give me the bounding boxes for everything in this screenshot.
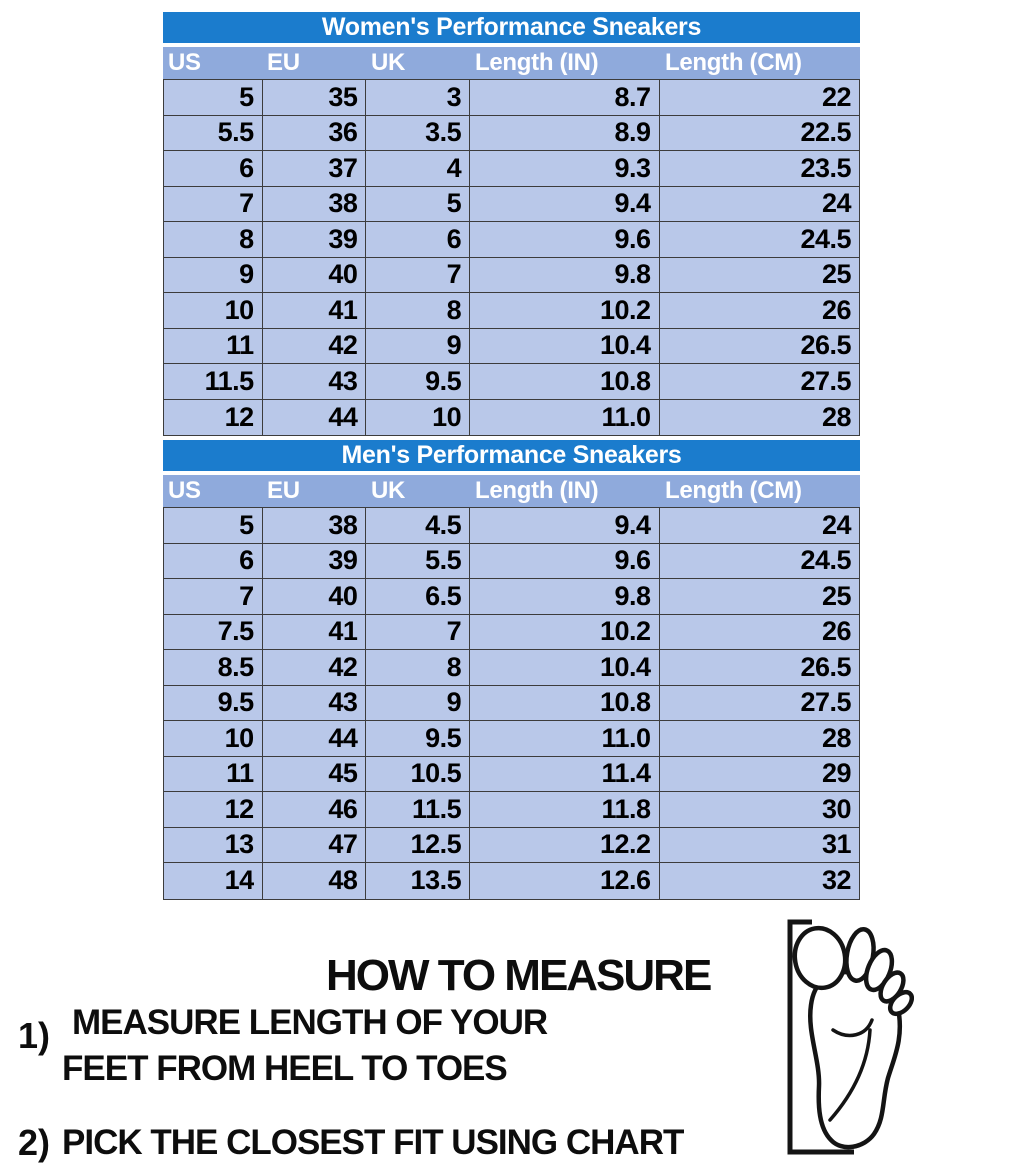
table-cell: 3	[366, 80, 470, 115]
table-cell: 31	[821, 829, 851, 860]
column-header-uk: UK	[371, 49, 406, 76]
table-cell: 30	[821, 793, 851, 824]
table-cell: 9.8	[470, 258, 659, 293]
table-cell: 40	[263, 258, 367, 293]
table-row	[164, 258, 859, 294]
column-header-length-in: Length (IN)	[475, 477, 599, 504]
table-cell: 4	[366, 151, 470, 186]
table-cell: 8.7	[470, 80, 659, 115]
table-cell: 41	[263, 293, 367, 328]
column-header-eu: EU	[267, 49, 300, 76]
table-cell: 22	[821, 81, 851, 112]
table-cell: 26	[821, 616, 851, 647]
table-cell: 9.4	[470, 187, 659, 222]
table-cell: 23.5	[800, 152, 851, 183]
table-cell: 35	[263, 80, 367, 115]
table-cell: 40	[263, 579, 367, 614]
table-cell: 7	[164, 187, 263, 222]
table-cell: 10.8	[470, 364, 659, 399]
table-cell: 7	[366, 615, 470, 650]
mens-size-table	[163, 440, 860, 900]
table-cell: 12.6	[470, 863, 659, 899]
table-cell: 27.5	[800, 687, 851, 718]
step-number: 1)	[18, 1015, 51, 1056]
table-row	[164, 863, 859, 899]
table-cell: 3.5	[366, 116, 470, 151]
table-cell: 37	[263, 151, 367, 186]
table-cell: 8	[164, 222, 263, 257]
table-cell: 11.5	[366, 792, 470, 827]
column-header-length-in: Length (IN)	[475, 49, 599, 76]
table-cell: 27.5	[800, 365, 851, 396]
womens-column-header-row	[163, 47, 860, 79]
measure-step-2	[18, 1120, 683, 1166]
table-cell: 24	[821, 509, 851, 540]
step-text-line: MEASURE LENGTH OF YOUR	[72, 1003, 548, 1042]
table-row	[164, 757, 859, 793]
table-row	[164, 828, 859, 864]
table-cell: 5	[366, 187, 470, 222]
table-row	[164, 400, 859, 436]
table-row	[164, 187, 859, 223]
table-row	[164, 364, 859, 400]
table-cell: 13	[164, 828, 263, 863]
column-header-uk: UK	[371, 477, 406, 504]
table-cell: 9.8	[470, 579, 659, 614]
table-cell: 11	[164, 757, 263, 792]
table-cell: 7	[366, 258, 470, 293]
table-cell: 32	[821, 865, 851, 896]
womens-size-table	[163, 12, 860, 436]
table-cell: 46	[263, 792, 367, 827]
mens-table-title: Men's Performance Sneakers	[163, 440, 860, 471]
table-cell: 8	[366, 293, 470, 328]
table-cell: 6	[366, 222, 470, 257]
step-number: 2)	[18, 1122, 51, 1163]
table-cell: 43	[263, 364, 367, 399]
column-header-length-cm: Length (CM)	[665, 477, 802, 504]
table-cell: 48	[263, 863, 367, 899]
table-cell: 5.5	[164, 116, 263, 151]
step-text	[62, 1000, 547, 1092]
table-cell: 9	[366, 686, 470, 721]
table-cell: 5	[164, 80, 263, 115]
table-cell: 44	[263, 721, 367, 756]
table-cell: 25	[821, 259, 851, 290]
table-cell: 7	[164, 579, 263, 614]
how-to-measure-heading: HOW TO MEASURE	[326, 951, 711, 1001]
table-cell: 38	[263, 187, 367, 222]
table-cell: 11.0	[470, 721, 659, 756]
table-row	[164, 80, 859, 116]
table-cell: 24	[821, 188, 851, 219]
table-cell: 47	[263, 828, 367, 863]
table-cell: 9.5	[366, 364, 470, 399]
table-cell: 9.4	[470, 508, 659, 543]
table-row	[164, 615, 859, 651]
table-row	[164, 544, 859, 580]
table-cell: 24.5	[800, 223, 851, 254]
table-cell: 11.5	[164, 364, 263, 399]
womens-table-body	[163, 79, 860, 436]
table-cell: 42	[263, 329, 367, 364]
table-cell: 42	[263, 650, 367, 685]
table-cell: 11.0	[470, 400, 659, 436]
table-cell: 9.3	[470, 151, 659, 186]
table-row	[164, 792, 859, 828]
table-cell: 28	[821, 401, 851, 432]
table-cell: 39	[263, 544, 367, 579]
measure-step-1	[18, 1000, 547, 1092]
table-row	[164, 686, 859, 722]
table-row	[164, 508, 859, 544]
table-row	[164, 329, 859, 365]
table-cell: 9.5	[366, 721, 470, 756]
table-cell: 26.5	[800, 330, 851, 361]
table-cell: 36	[263, 116, 367, 151]
table-row	[164, 151, 859, 187]
foot-measure-icon	[778, 910, 914, 1162]
table-cell: 14	[164, 863, 263, 899]
table-cell: 29	[821, 758, 851, 789]
table-cell: 6	[164, 151, 263, 186]
table-cell: 10.4	[470, 329, 659, 364]
table-cell: 26	[821, 294, 851, 325]
table-row	[164, 579, 859, 615]
table-cell: 9.5	[164, 686, 263, 721]
table-cell: 12	[164, 400, 263, 436]
step-text-line: FEET FROM HEEL TO TOES	[62, 1049, 507, 1088]
table-cell: 7.5	[164, 615, 263, 650]
table-cell: 6	[164, 544, 263, 579]
table-row	[164, 116, 859, 152]
table-cell: 41	[263, 615, 367, 650]
table-cell: 10.4	[470, 650, 659, 685]
womens-table-title: Women's Performance Sneakers	[163, 12, 860, 43]
table-cell: 8.5	[164, 650, 263, 685]
table-cell: 11.4	[470, 757, 659, 792]
table-cell: 9.6	[470, 222, 659, 257]
step-text-line: PICK THE CLOSEST FIT USING CHART	[62, 1123, 684, 1162]
table-row	[164, 222, 859, 258]
table-row	[164, 293, 859, 329]
mens-table-body	[163, 507, 860, 900]
mens-column-header-row	[163, 475, 860, 507]
table-cell: 9	[366, 329, 470, 364]
table-cell: 39	[263, 222, 367, 257]
table-cell: 28	[821, 722, 851, 753]
table-cell: 8.9	[470, 116, 659, 151]
table-cell: 11	[164, 329, 263, 364]
table-cell: 25	[821, 580, 851, 611]
table-cell: 10.2	[470, 293, 659, 328]
table-cell: 11.8	[470, 792, 659, 827]
column-header-eu: EU	[267, 477, 300, 504]
table-cell: 5.5	[366, 544, 470, 579]
table-cell: 9.6	[470, 544, 659, 579]
column-header-length-cm: Length (CM)	[665, 49, 802, 76]
table-cell: 45	[263, 757, 367, 792]
table-cell: 10.8	[470, 686, 659, 721]
table-cell: 4.5	[366, 508, 470, 543]
table-cell: 22.5	[800, 117, 851, 148]
table-cell: 6.5	[366, 579, 470, 614]
table-cell: 9	[164, 258, 263, 293]
table-row	[164, 650, 859, 686]
table-cell: 8	[366, 650, 470, 685]
table-cell: 10	[164, 721, 263, 756]
table-cell: 10.5	[366, 757, 470, 792]
table-cell: 13.5	[366, 863, 470, 899]
column-header-us: US	[168, 477, 201, 504]
table-cell: 26.5	[800, 651, 851, 682]
table-cell: 12.2	[470, 828, 659, 863]
table-cell: 44	[263, 400, 367, 436]
table-cell: 10	[366, 400, 470, 436]
table-cell: 24.5	[800, 545, 851, 576]
table-cell: 10	[164, 293, 263, 328]
step-text	[62, 1120, 683, 1166]
table-cell: 12	[164, 792, 263, 827]
table-cell: 38	[263, 508, 367, 543]
table-cell: 10.2	[470, 615, 659, 650]
table-row	[164, 721, 859, 757]
table-cell: 43	[263, 686, 367, 721]
table-cell: 5	[164, 508, 263, 543]
table-cell: 12.5	[366, 828, 470, 863]
column-header-us: US	[168, 49, 201, 76]
